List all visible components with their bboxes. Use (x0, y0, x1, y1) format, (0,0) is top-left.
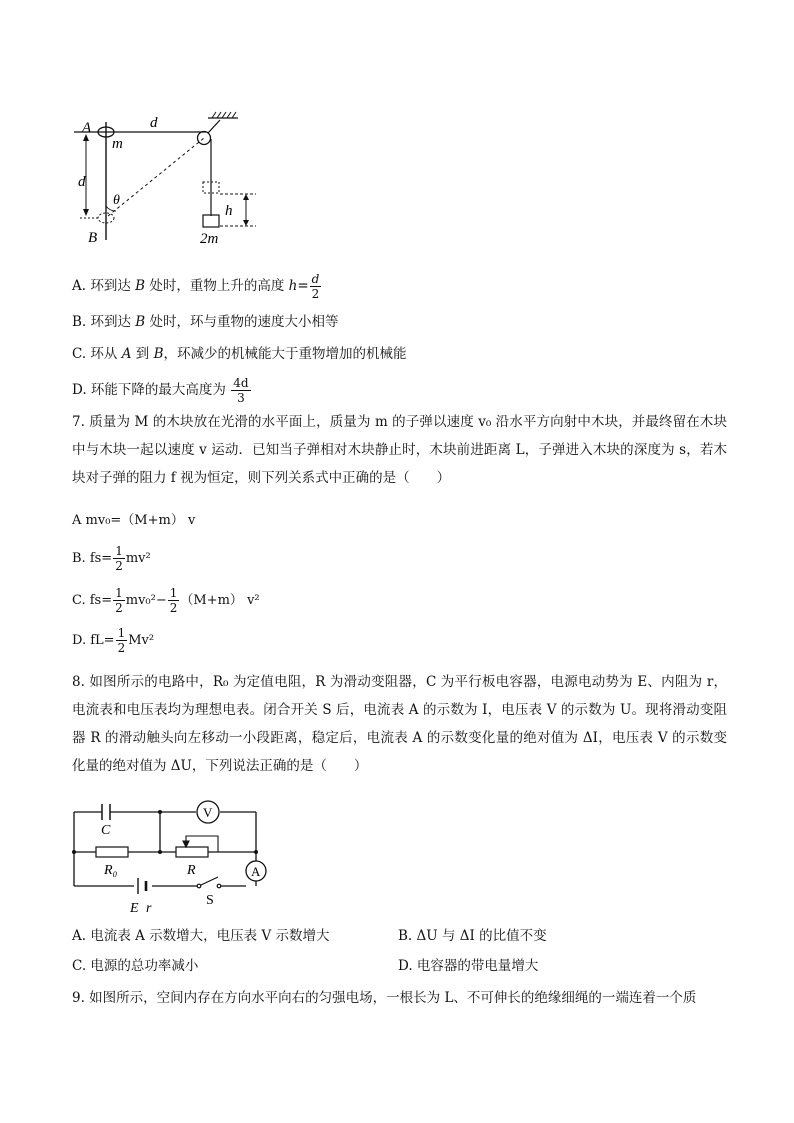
circuit-diagram (68, 800, 278, 916)
label-R0: R₀ (104, 863, 118, 878)
q7-option-d: D. fL= $\frac{1}{2}$ Mv² (72, 626, 155, 655)
q8-stem: 8. 如图所示的电路中，R₀ 为定值电阻，R 为滑动变阻器，C 为平行板电容器，电源电动势为 E、内阻为 r，电流表和电压表均为理想电表。闭合开关 S 后，电流表 A 的示数为 I，电压表 V 的示数为 U。现将滑动变阻器 R 的滑动触头向左移动一小段距离，稳定后，电流表 A 的示数变化量的绝对值为 ΔI，电压表 V 的示数变化量的绝对值为 ΔU，下列说法正确的是（ ） (72, 674, 727, 774)
q8-option-b: B. ΔU 与 ΔI 的比值不变 (398, 928, 547, 944)
label-C: C (101, 823, 111, 838)
q8-option-c: C. 电源的总功率减小 (72, 958, 199, 974)
label-r: r (146, 901, 152, 916)
ring-pulley-diagram (68, 108, 268, 248)
capacitor-icon (102, 804, 110, 820)
label-V: V (203, 805, 213, 820)
weight-2m (203, 215, 219, 227)
q7-stem: 7. 质量为 M 的木块放在光滑的水平面上，质量为 m 的子弹以速度 v₀ 沿水平方向射中木块，并最终留在木块中与木块一起以速度 v 运动．已知当子弹相对木块静止时，木块前进距离 L，子弹进入木块的深度为 s，若木块对子弹的阻力 f 视为恒定，则下列关系式中正确的是（ ） (72, 414, 727, 486)
ceiling-hatch-icon (212, 112, 236, 118)
label-d-top: d (150, 115, 158, 131)
label-2m: 2m (200, 231, 219, 247)
d-arrow-down-icon (83, 209, 89, 216)
label-E: E (130, 901, 139, 916)
label-m: m (112, 136, 123, 152)
label-theta: θ (113, 193, 120, 208)
q7-option-a: A mv₀=（M+m） v (72, 513, 196, 528)
q9-stem: 9. 如图所示，空间内存在方向水平向右的匀强电场，一根长为 L、不可伸长的绝缘细绳的一端连着一个质 (72, 990, 697, 1006)
pulley-support (208, 120, 220, 133)
h-arrow-up-icon (243, 194, 249, 200)
label-B: B (88, 230, 98, 246)
q6-option-a: A. 环到达 B 处时，重物上升的高度 h= $\frac{d}{2}$ (72, 272, 320, 301)
label-A: A (251, 864, 261, 879)
label-h: h (225, 203, 233, 219)
rheostat-icon (176, 847, 208, 857)
resistor-r0-icon (96, 847, 128, 857)
label-A: A (82, 120, 92, 136)
h-arrow-down-icon (243, 220, 249, 226)
q7-option-b: B. fs= $\frac{1}{2}$ mv² (72, 544, 151, 573)
fraction-4d-over-3: $\frac{4d}{3}$ (233, 376, 249, 405)
switch-icon (197, 877, 221, 888)
q8-option-d: D. 电容器的带电量增大 (398, 958, 539, 974)
q6-option-b: B. 环到达 B 处时，环与重物的速度大小相等 (72, 314, 339, 330)
label-d-side: d (78, 174, 86, 190)
battery-icon (138, 878, 146, 894)
q8-option-a: A. 电流表 A 示数增大，电压表 V 示数增大 (72, 928, 330, 944)
q6-option-d: D. 环能下降的最大高度为 $\frac{4d}{3}$ (72, 376, 249, 405)
label-S: S (206, 893, 214, 908)
q6-option-c: C. 环从 A 到 B，环减少的机械能大于重物增加的机械能 (72, 346, 407, 362)
fraction-d-over-2: $\frac{d}{2}$ (311, 272, 320, 301)
q7-option-c: C. fs= $\frac{1}{2}$ mv₀²− $\frac{1}{2}$ （M+m） v² (72, 586, 260, 615)
label-R: R (187, 863, 196, 878)
